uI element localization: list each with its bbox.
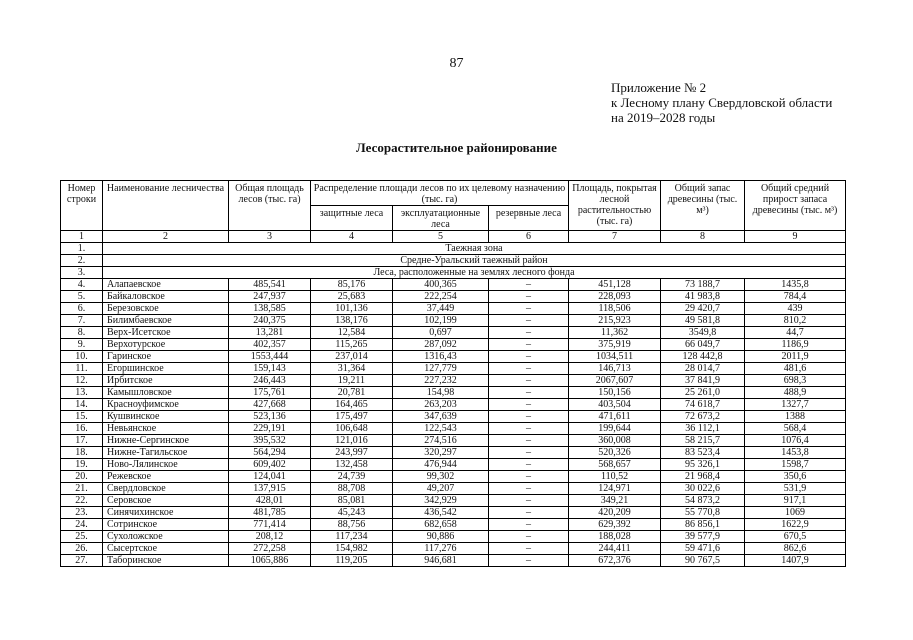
- row-number: 22.: [61, 495, 103, 507]
- growth: 568,4: [745, 423, 846, 435]
- covered-area: 349,21: [569, 495, 661, 507]
- row-number: 25.: [61, 531, 103, 543]
- growth: 1407,9: [745, 555, 846, 567]
- table-row: [61, 339, 846, 351]
- covered-area: 451,128: [569, 279, 661, 291]
- column-number: 2: [103, 231, 229, 243]
- forestry-name: Нижне-Тагильское: [103, 447, 229, 459]
- page-number: 87: [449, 56, 464, 71]
- table-row: [61, 471, 846, 483]
- protective-area: 106,648: [311, 423, 393, 435]
- growth: 1069: [745, 507, 846, 519]
- exploitation-area: 99,302: [393, 471, 489, 483]
- forestry-name: Режевское: [103, 471, 229, 483]
- table-row: [61, 555, 846, 567]
- reserve-area: –: [489, 411, 569, 423]
- appendix-note: [611, 80, 832, 125]
- section-row: [61, 255, 846, 267]
- forestry-name: Нижне-Сергинское: [103, 435, 229, 447]
- growth: 1622,9: [745, 519, 846, 531]
- row-number: 9.: [61, 339, 103, 351]
- header-reserve: резервные леса: [489, 206, 569, 231]
- reserve-area: –: [489, 471, 569, 483]
- forestry-name: Березовское: [103, 303, 229, 315]
- row-number: 18.: [61, 447, 103, 459]
- covered-area: 215,923: [569, 315, 661, 327]
- wood-stock: 58 215,7: [661, 435, 745, 447]
- total-area: 485,541: [229, 279, 311, 291]
- covered-area: 375,919: [569, 339, 661, 351]
- row-number: 2.: [61, 255, 103, 267]
- row-number: 6.: [61, 303, 103, 315]
- wood-stock: 29 420,7: [661, 303, 745, 315]
- row-number: 26.: [61, 543, 103, 555]
- document-title: Лесорастительное районирование: [356, 140, 557, 155]
- total-area: 771,414: [229, 519, 311, 531]
- exploitation-area: 49,207: [393, 483, 489, 495]
- reserve-area: –: [489, 531, 569, 543]
- table-row: [61, 327, 846, 339]
- reserve-area: –: [489, 435, 569, 447]
- table-row: [61, 519, 846, 531]
- column-number: 7: [569, 231, 661, 243]
- growth: 810,2: [745, 315, 846, 327]
- covered-area: 150,156: [569, 387, 661, 399]
- table-row: [61, 531, 846, 543]
- total-area: 428,01: [229, 495, 311, 507]
- appendix-line-1: Приложение № 2: [611, 80, 707, 95]
- exploitation-area: 154,98: [393, 387, 489, 399]
- column-number: 3: [229, 231, 311, 243]
- growth: 784,4: [745, 291, 846, 303]
- table-row: [61, 303, 846, 315]
- exploitation-area: 102,199: [393, 315, 489, 327]
- total-area: 1065,886: [229, 555, 311, 567]
- covered-area: 110,52: [569, 471, 661, 483]
- covered-area: 228,093: [569, 291, 661, 303]
- section-label: Таежная зона: [103, 243, 846, 255]
- forestry-name: Ирбитское: [103, 375, 229, 387]
- growth: 531,9: [745, 483, 846, 495]
- reserve-area: –: [489, 543, 569, 555]
- forestry-name: Свердловское: [103, 483, 229, 495]
- protective-area: 121,016: [311, 435, 393, 447]
- exploitation-area: 127,779: [393, 363, 489, 375]
- forestry-name: Верх-Исетское: [103, 327, 229, 339]
- covered-area: 471,611: [569, 411, 661, 423]
- table-row: [61, 279, 846, 291]
- column-number: 9: [745, 231, 846, 243]
- row-number: 7.: [61, 315, 103, 327]
- appendix-line-2: к Лесному плану Свердловской области: [611, 95, 833, 110]
- growth: 1327,7: [745, 399, 846, 411]
- growth: 670,5: [745, 531, 846, 543]
- section-label: Леса, расположенные на землях лесного фонда: [103, 267, 846, 279]
- growth: 698,3: [745, 375, 846, 387]
- column-number: 1: [61, 231, 103, 243]
- reserve-area: –: [489, 327, 569, 339]
- header-growth: Общий средний прирост запаса древесины (тыс. м³): [745, 181, 846, 231]
- wood-stock: 28 014,7: [661, 363, 745, 375]
- reserve-area: –: [489, 351, 569, 363]
- forestry-name: Кушвинское: [103, 411, 229, 423]
- protective-area: 119,205: [311, 555, 393, 567]
- row-number: 21.: [61, 483, 103, 495]
- total-area: 137,915: [229, 483, 311, 495]
- wood-stock: 83 523,4: [661, 447, 745, 459]
- growth: 439: [745, 303, 846, 315]
- exploitation-area: 274,516: [393, 435, 489, 447]
- wood-stock: 128 442,8: [661, 351, 745, 363]
- covered-area: 403,504: [569, 399, 661, 411]
- forestry-name: Сотринское: [103, 519, 229, 531]
- growth: 1186,9: [745, 339, 846, 351]
- reserve-area: –: [489, 519, 569, 531]
- wood-stock: 55 770,8: [661, 507, 745, 519]
- table-row: [61, 387, 846, 399]
- growth: 481,6: [745, 363, 846, 375]
- exploitation-area: 400,365: [393, 279, 489, 291]
- reserve-area: –: [489, 507, 569, 519]
- table-row: [61, 423, 846, 435]
- total-area: 229,191: [229, 423, 311, 435]
- covered-area: 420,209: [569, 507, 661, 519]
- header-row-number: Номер строки: [61, 181, 103, 231]
- growth: 1598,7: [745, 459, 846, 471]
- protective-area: 88,756: [311, 519, 393, 531]
- wood-stock: 25 261,0: [661, 387, 745, 399]
- forest-zoning-table: [60, 180, 846, 567]
- row-number: 10.: [61, 351, 103, 363]
- row-number: 11.: [61, 363, 103, 375]
- growth: 488,9: [745, 387, 846, 399]
- table-row: [61, 483, 846, 495]
- protective-area: 24,739: [311, 471, 393, 483]
- covered-area: 124,971: [569, 483, 661, 495]
- wood-stock: 41 983,8: [661, 291, 745, 303]
- forestry-name: Серовское: [103, 495, 229, 507]
- table-row: [61, 399, 846, 411]
- wood-stock: 66 049,7: [661, 339, 745, 351]
- exploitation-area: 263,203: [393, 399, 489, 411]
- reserve-area: –: [489, 387, 569, 399]
- header-total-area: Общая площадь лесов (тыс. га): [229, 181, 311, 231]
- total-area: 240,375: [229, 315, 311, 327]
- header-forestry: Наименование лесничества: [103, 181, 229, 231]
- protective-area: 85,081: [311, 495, 393, 507]
- header-covered-area: Площадь, покрытая лесной растительностью (тыс. га): [569, 181, 661, 231]
- covered-area: 629,392: [569, 519, 661, 531]
- column-number: 5: [393, 231, 489, 243]
- exploitation-area: 287,092: [393, 339, 489, 351]
- table-row: [61, 459, 846, 471]
- row-number: 20.: [61, 471, 103, 483]
- protective-area: 88,708: [311, 483, 393, 495]
- row-number: 8.: [61, 327, 103, 339]
- wood-stock: 39 577,9: [661, 531, 745, 543]
- row-number: 15.: [61, 411, 103, 423]
- total-area: 395,532: [229, 435, 311, 447]
- row-number: 13.: [61, 387, 103, 399]
- reserve-area: –: [489, 291, 569, 303]
- exploitation-area: 222,254: [393, 291, 489, 303]
- reserve-area: –: [489, 339, 569, 351]
- total-area: 609,402: [229, 459, 311, 471]
- reserve-area: –: [489, 495, 569, 507]
- wood-stock: 49 581,8: [661, 315, 745, 327]
- row-number: 17.: [61, 435, 103, 447]
- header-exploitation: эксплуатационные леса: [393, 206, 489, 231]
- table-row: [61, 495, 846, 507]
- header-protective: защитные леса: [311, 206, 393, 231]
- table-row: [61, 411, 846, 423]
- total-area: 1553,444: [229, 351, 311, 363]
- protective-area: 115,265: [311, 339, 393, 351]
- table-row: [61, 447, 846, 459]
- protective-area: 164,465: [311, 399, 393, 411]
- protective-area: 12,584: [311, 327, 393, 339]
- table-row: [61, 315, 846, 327]
- exploitation-area: 122,543: [393, 423, 489, 435]
- protective-area: 138,176: [311, 315, 393, 327]
- total-area: 13,281: [229, 327, 311, 339]
- total-area: 159,143: [229, 363, 311, 375]
- growth: 1435,8: [745, 279, 846, 291]
- reserve-area: –: [489, 423, 569, 435]
- exploitation-area: 37,449: [393, 303, 489, 315]
- exploitation-area: 117,276: [393, 543, 489, 555]
- total-area: 124,041: [229, 471, 311, 483]
- column-number: 4: [311, 231, 393, 243]
- exploitation-area: 1316,43: [393, 351, 489, 363]
- reserve-area: –: [489, 459, 569, 471]
- table-row: [61, 351, 846, 363]
- forestry-name: Егоршинское: [103, 363, 229, 375]
- wood-stock: 72 673,2: [661, 411, 745, 423]
- total-area: 523,136: [229, 411, 311, 423]
- forestry-name: Ново-Лялинское: [103, 459, 229, 471]
- forestry-name: Таборинское: [103, 555, 229, 567]
- forestry-name: Алапаевское: [103, 279, 229, 291]
- table-row: [61, 363, 846, 375]
- table-row: [61, 507, 846, 519]
- table-row: [61, 291, 846, 303]
- covered-area: 672,376: [569, 555, 661, 567]
- exploitation-area: 682,658: [393, 519, 489, 531]
- exploitation-area: 946,681: [393, 555, 489, 567]
- forestry-name: Байкаловское: [103, 291, 229, 303]
- wood-stock: 86 856,1: [661, 519, 745, 531]
- forestry-name: Невьянское: [103, 423, 229, 435]
- covered-area: 568,657: [569, 459, 661, 471]
- row-number: 24.: [61, 519, 103, 531]
- header-wood-stock: Общий запас древесины (тыс. м³): [661, 181, 745, 231]
- exploitation-area: 342,929: [393, 495, 489, 507]
- exploitation-area: 347,639: [393, 411, 489, 423]
- protective-area: 19,211: [311, 375, 393, 387]
- total-area: 175,761: [229, 387, 311, 399]
- total-area: 564,294: [229, 447, 311, 459]
- reserve-area: –: [489, 399, 569, 411]
- total-area: 138,585: [229, 303, 311, 315]
- protective-area: 31,364: [311, 363, 393, 375]
- growth: 44,7: [745, 327, 846, 339]
- covered-area: 188,028: [569, 531, 661, 543]
- total-area: 272,258: [229, 543, 311, 555]
- growth: 1453,8: [745, 447, 846, 459]
- row-number: 12.: [61, 375, 103, 387]
- exploitation-area: 0,697: [393, 327, 489, 339]
- total-area: 402,357: [229, 339, 311, 351]
- covered-area: 11,362: [569, 327, 661, 339]
- forestry-name: Верхотурское: [103, 339, 229, 351]
- wood-stock: 90 767,5: [661, 555, 745, 567]
- reserve-area: –: [489, 279, 569, 291]
- reserve-area: –: [489, 555, 569, 567]
- total-area: 481,785: [229, 507, 311, 519]
- protective-area: 237,014: [311, 351, 393, 363]
- forestry-name: Билимбаевское: [103, 315, 229, 327]
- protective-area: 101,136: [311, 303, 393, 315]
- covered-area: 118,506: [569, 303, 661, 315]
- growth: 917,1: [745, 495, 846, 507]
- row-number: 14.: [61, 399, 103, 411]
- covered-area: 360,008: [569, 435, 661, 447]
- section-label: Средне-Уральский таежный район: [103, 255, 846, 267]
- row-number: 23.: [61, 507, 103, 519]
- protective-area: 25,683: [311, 291, 393, 303]
- covered-area: 244,411: [569, 543, 661, 555]
- wood-stock: 3549,8: [661, 327, 745, 339]
- wood-stock: 21 968,4: [661, 471, 745, 483]
- total-area: 427,668: [229, 399, 311, 411]
- wood-stock: 36 112,1: [661, 423, 745, 435]
- exploitation-area: 476,944: [393, 459, 489, 471]
- table-body: [61, 231, 846, 567]
- protective-area: 85,176: [311, 279, 393, 291]
- row-number: 27.: [61, 555, 103, 567]
- wood-stock: 74 618,7: [661, 399, 745, 411]
- forestry-name: Сухоложское: [103, 531, 229, 543]
- reserve-area: –: [489, 303, 569, 315]
- growth: 2011,9: [745, 351, 846, 363]
- row-number: 19.: [61, 459, 103, 471]
- total-area: 246,443: [229, 375, 311, 387]
- protective-area: 117,234: [311, 531, 393, 543]
- reserve-area: –: [489, 447, 569, 459]
- section-row: [61, 243, 846, 255]
- forestry-name: Гаринское: [103, 351, 229, 363]
- table-row: [61, 375, 846, 387]
- column-number-row: [61, 231, 846, 243]
- row-number: 1.: [61, 243, 103, 255]
- growth: 1076,4: [745, 435, 846, 447]
- growth: 350,6: [745, 471, 846, 483]
- header-distribution: Распределение площади лесов по их целевому назначению (тыс. га): [311, 181, 569, 206]
- covered-area: 2067,607: [569, 375, 661, 387]
- forestry-name: Красноуфимское: [103, 399, 229, 411]
- covered-area: 199,644: [569, 423, 661, 435]
- covered-area: 146,713: [569, 363, 661, 375]
- table-row: [61, 543, 846, 555]
- protective-area: 132,458: [311, 459, 393, 471]
- exploitation-area: 436,542: [393, 507, 489, 519]
- protective-area: 45,243: [311, 507, 393, 519]
- total-area: 247,937: [229, 291, 311, 303]
- wood-stock: 37 841,9: [661, 375, 745, 387]
- forestry-name: Камышловское: [103, 387, 229, 399]
- covered-area: 1034,511: [569, 351, 661, 363]
- wood-stock: 54 873,2: [661, 495, 745, 507]
- reserve-area: –: [489, 315, 569, 327]
- column-number: 8: [661, 231, 745, 243]
- appendix-line-3: на 2019–2028 годы: [611, 110, 716, 125]
- wood-stock: 59 471,6: [661, 543, 745, 555]
- forestry-name: Сысертское: [103, 543, 229, 555]
- wood-stock: 30 022,6: [661, 483, 745, 495]
- exploitation-area: 320,297: [393, 447, 489, 459]
- table-row: [61, 435, 846, 447]
- wood-stock: 73 188,7: [661, 279, 745, 291]
- protective-area: 20,781: [311, 387, 393, 399]
- row-number: 16.: [61, 423, 103, 435]
- section-row: [61, 267, 846, 279]
- reserve-area: –: [489, 483, 569, 495]
- protective-area: 175,497: [311, 411, 393, 423]
- protective-area: 243,997: [311, 447, 393, 459]
- reserve-area: –: [489, 375, 569, 387]
- exploitation-area: 227,232: [393, 375, 489, 387]
- covered-area: 520,326: [569, 447, 661, 459]
- forestry-name: Синячихинское: [103, 507, 229, 519]
- reserve-area: –: [489, 363, 569, 375]
- wood-stock: 95 326,1: [661, 459, 745, 471]
- row-number: 4.: [61, 279, 103, 291]
- growth: 1388: [745, 411, 846, 423]
- growth: 862,6: [745, 543, 846, 555]
- protective-area: 154,982: [311, 543, 393, 555]
- exploitation-area: 90,886: [393, 531, 489, 543]
- row-number: 5.: [61, 291, 103, 303]
- total-area: 208,12: [229, 531, 311, 543]
- row-number: 3.: [61, 267, 103, 279]
- column-number: 6: [489, 231, 569, 243]
